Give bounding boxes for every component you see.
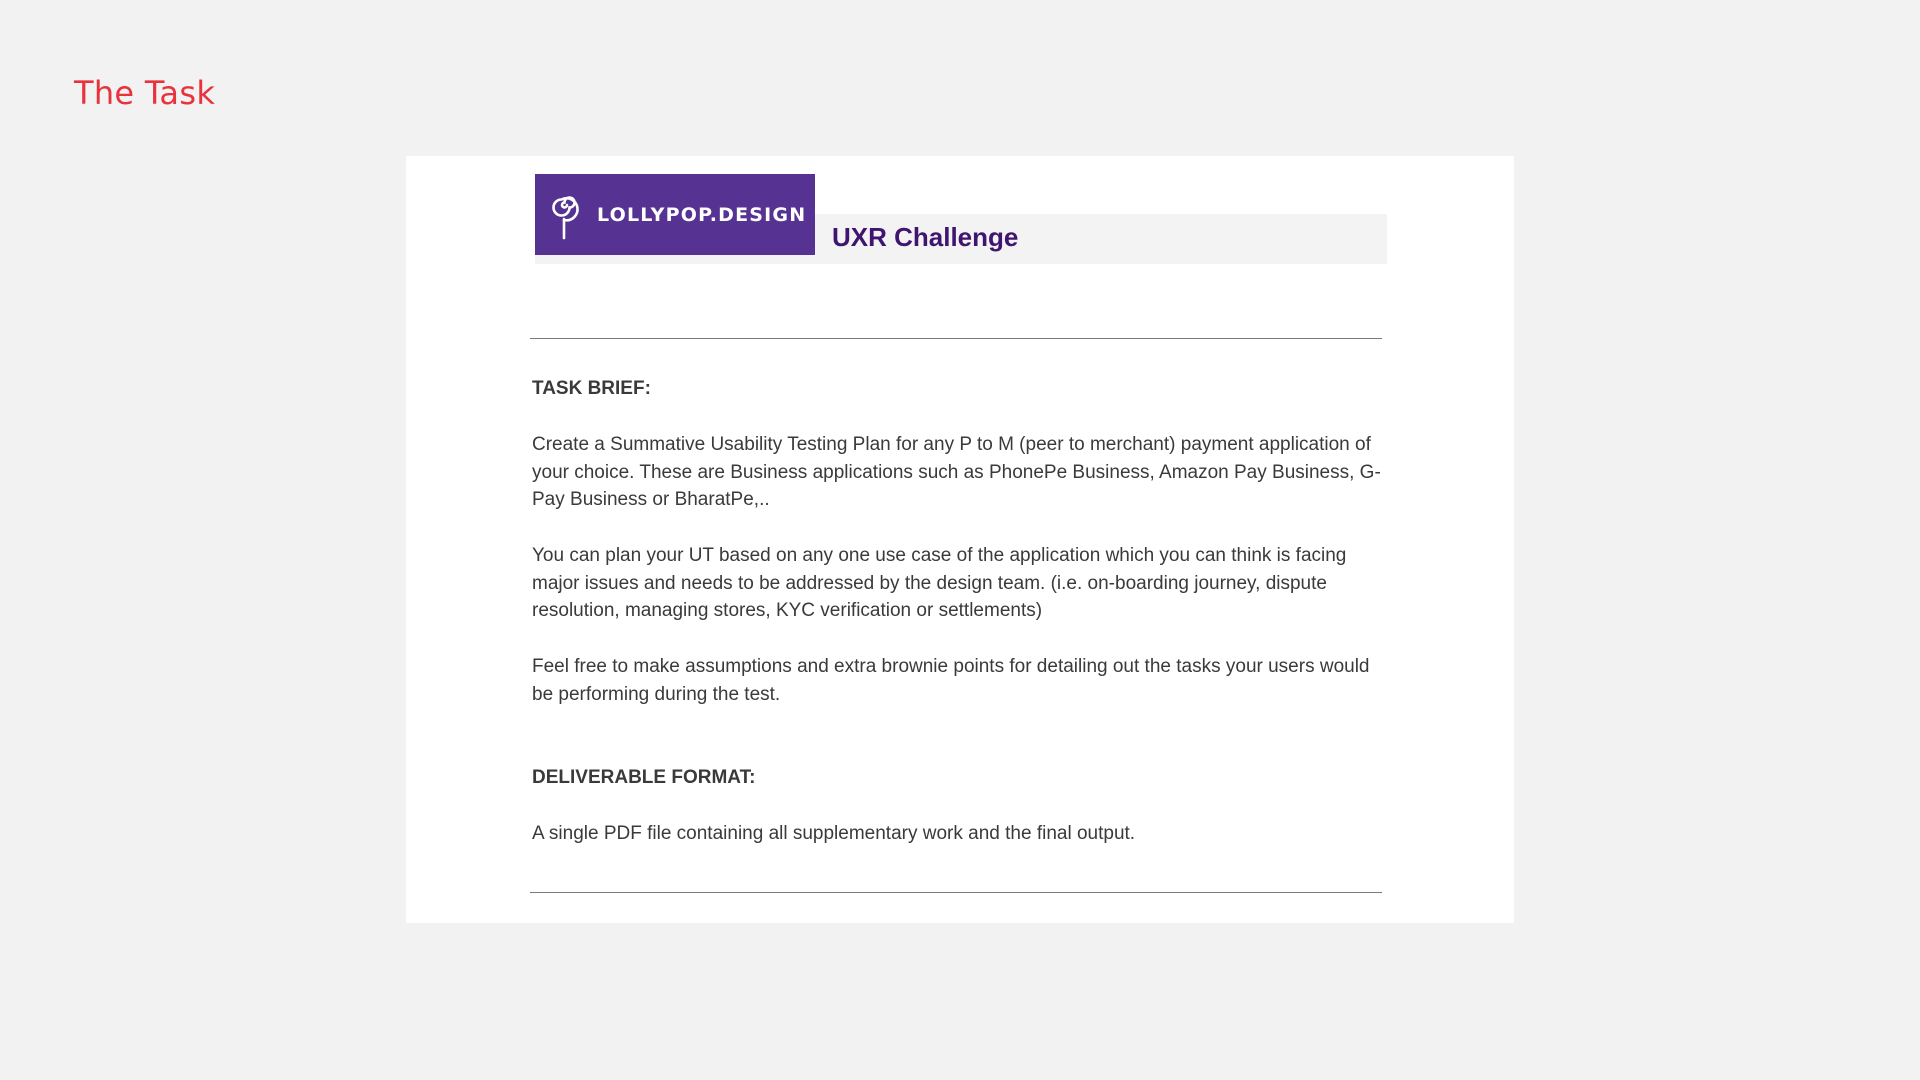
- task-brief-paragraph-3: Feel free to make assumptions and extra brownie points for detailing out the tasks your users would be performing during the test.: [532, 656, 1370, 705]
- task-brief-heading: TASK BRIEF:: [532, 378, 651, 399]
- slide-title: The Task: [74, 74, 216, 112]
- top-divider: [530, 338, 1382, 339]
- document-card: [406, 156, 1514, 923]
- deliverable-heading: DELIVERABLE FORMAT:: [532, 767, 756, 788]
- deliverable-text: A single PDF file containing all supplementary work and the final output.: [532, 823, 1136, 844]
- bottom-divider: [530, 892, 1382, 893]
- lollipop-spiral-icon: [549, 188, 585, 242]
- task-brief-paragraph-2: You can plan your UT based on any one use case of the application which you can think is facing major issues and needs to be addressed by the design team. (i.e. on-boarding journey, dispute resolution, managing stores, KYC verification or settlements): [532, 545, 1347, 621]
- task-brief-paragraph-1: Create a Summative Usability Testing Plan for any P to M (peer to merchant) payment application of your choice. These are Business applications such as PhonePe Business, Amazon Pay Business, G-Pay Business or BharatPe,..: [532, 434, 1381, 510]
- lollypop-logo: [535, 174, 815, 255]
- document-title: UXR Challenge: [832, 222, 1019, 252]
- logo-text: LOLLYPOP.DESIGN: [597, 203, 807, 226]
